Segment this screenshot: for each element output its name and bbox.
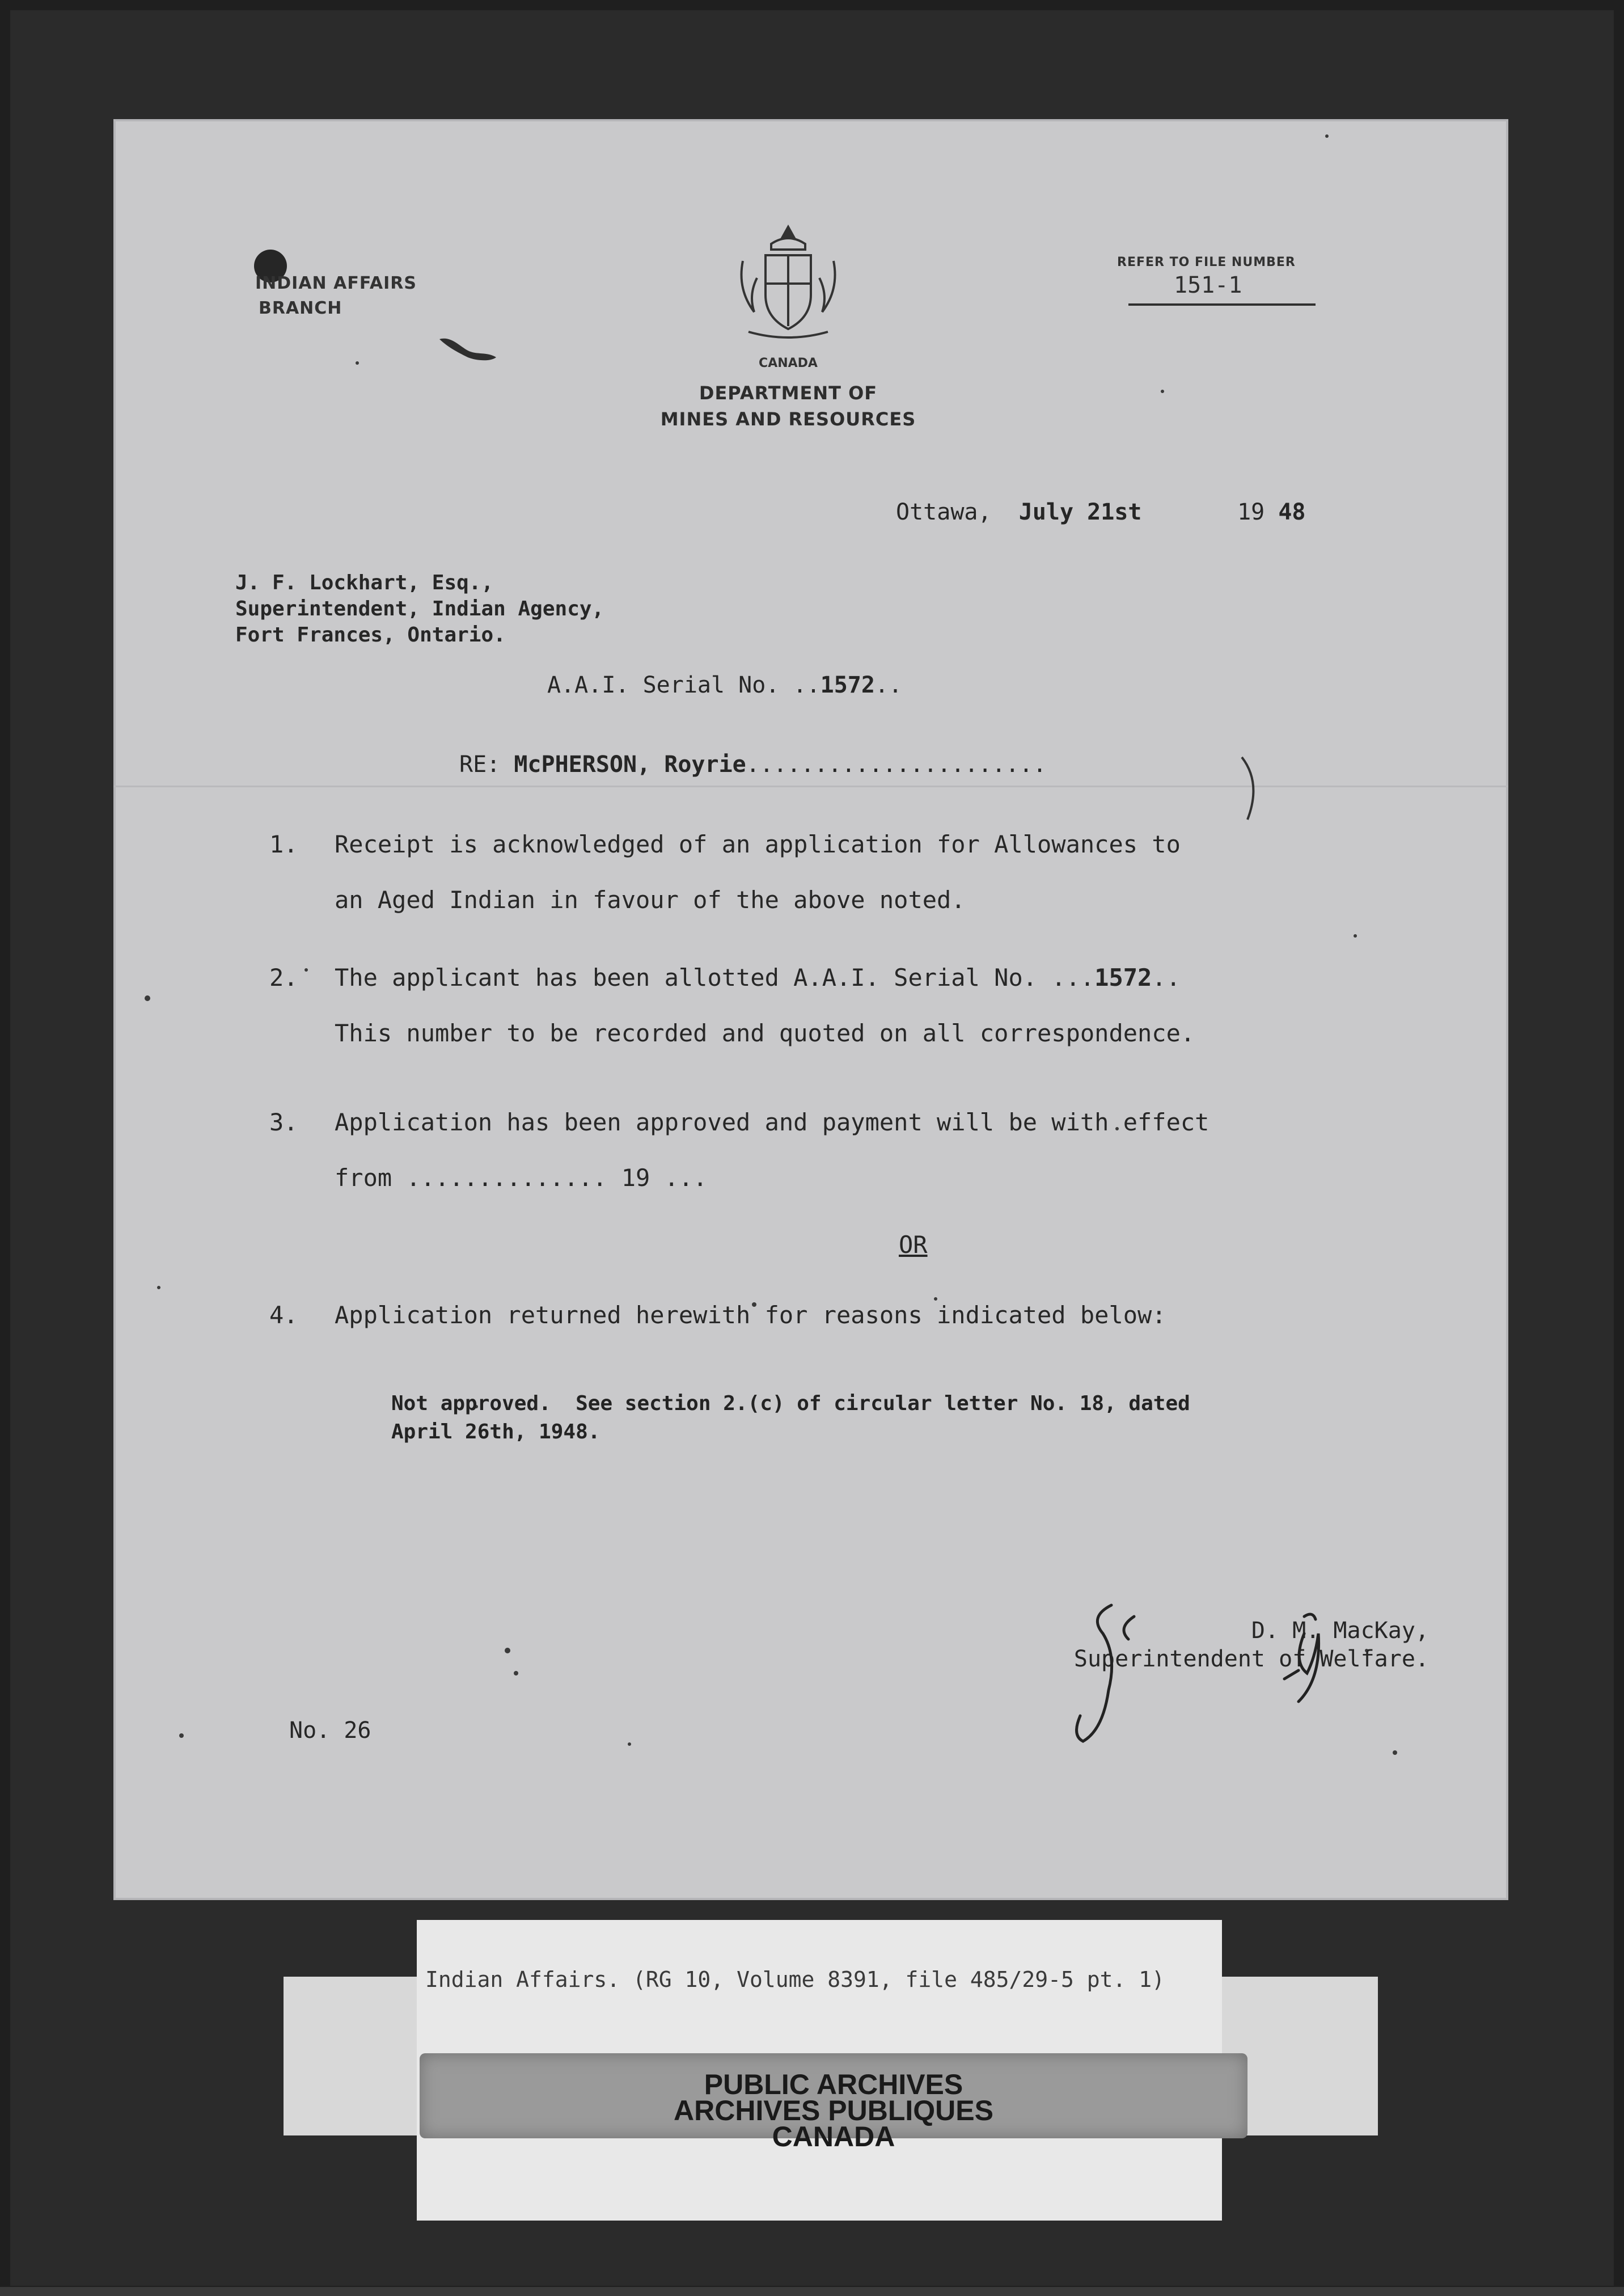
stamp-line-2: ARCHIVES PUBLIQUES bbox=[674, 2095, 993, 2126]
country-label: CANADA bbox=[759, 356, 818, 370]
stamp-line-1: PUBLIC ARCHIVES bbox=[704, 2069, 963, 2100]
paragraph-2-serial: 1572 bbox=[1094, 964, 1152, 991]
paragraph-4 bbox=[269, 1288, 1166, 1343]
paragraph-1-number: 1. bbox=[269, 830, 298, 858]
paragraph-3 bbox=[269, 1095, 1209, 1206]
re-name: McPHERSON, Royrie bbox=[514, 752, 746, 778]
branch-heading bbox=[255, 271, 417, 321]
paragraph-1-line-1: Receipt is acknowledged of an application for Allowances to bbox=[335, 830, 1181, 858]
reason-line-1: Not approved. See section 2.(c) of circular letter No. 18, dated bbox=[391, 1392, 1190, 1415]
serial-label: A.A.I. Serial No. .. bbox=[547, 672, 821, 698]
date-year-suffix: 48 bbox=[1278, 499, 1306, 525]
serial-number-line bbox=[547, 672, 902, 698]
date-year-prefix: 19 bbox=[1237, 499, 1265, 525]
branch-line-1: INDIAN AFFAIRS bbox=[255, 273, 417, 293]
paragraph-2-line-1-pre: The applicant has been allotted A.A.I. Serial No. ... bbox=[335, 964, 1095, 991]
addressee-line-1: J. F. Lockhart, Esq., bbox=[235, 571, 494, 594]
ink-smudge bbox=[437, 335, 499, 363]
department-line-1: DEPARTMENT OF bbox=[699, 382, 878, 404]
addressee-line-2: Superintendent, Indian Agency, bbox=[235, 597, 604, 621]
department-line-2: MINES AND RESOURCES bbox=[660, 408, 916, 430]
paragraph-1 bbox=[269, 817, 1181, 928]
refer-to-file-label: REFER TO FILE NUMBER bbox=[1117, 255, 1296, 269]
paragraph-1-line-2: an Aged Indian in favour of the above noted. bbox=[335, 886, 966, 914]
stamp-line-3: CANADA bbox=[772, 2121, 895, 2152]
paragraph-3-number: 3. bbox=[269, 1108, 298, 1136]
coat-of-arms-icon bbox=[731, 221, 845, 346]
archive-citation: Indian Affairs. (RG 10, Volume 8391, file 485/29-5 pt. 1) bbox=[425, 1967, 1165, 1992]
date-place: Ottawa, bbox=[896, 499, 992, 525]
paragraph-4-number: 4. bbox=[269, 1301, 298, 1329]
date-line bbox=[896, 499, 1306, 525]
paragraph-4-line-1: Application returned herewith for reasons indicated below: bbox=[335, 1301, 1166, 1329]
paragraph-2-line-1-post: .. bbox=[1152, 964, 1181, 991]
file-number: 151-1 bbox=[1174, 272, 1242, 298]
form-number: No. 26 bbox=[289, 1717, 371, 1744]
paragraph-3-line-2: from .............. 19 ... bbox=[335, 1164, 708, 1192]
serial-value: 1572 bbox=[820, 672, 875, 698]
letter-page bbox=[113, 119, 1508, 1900]
paragraph-2-line-2: This number to be recorded and quoted on all correspondence. bbox=[335, 1019, 1195, 1047]
addressee-block bbox=[235, 570, 604, 648]
bottom-edge bbox=[0, 2287, 1624, 2296]
serial-trail: .. bbox=[874, 672, 903, 698]
paragraph-2 bbox=[269, 950, 1195, 1061]
paragraph-2-number: 2. bbox=[269, 964, 298, 991]
signatory-name: D. M. MacKay, bbox=[1251, 1618, 1429, 1644]
paragraph-3-line-1: Application has been approved and payment will be with effect bbox=[335, 1108, 1209, 1136]
tape-left bbox=[284, 1977, 431, 2135]
pencil-bracket-mark bbox=[1236, 754, 1270, 822]
department-name bbox=[624, 380, 953, 432]
signatory-title: Superintendent of Welfare. bbox=[1073, 1646, 1429, 1672]
addressee-line-3: Fort Frances, Ontario. bbox=[235, 623, 506, 647]
branch-line-2: BRANCH bbox=[259, 298, 342, 318]
file-number-underline bbox=[1128, 303, 1316, 306]
re-dots: ...................... bbox=[746, 752, 1047, 778]
or-separator: OR bbox=[899, 1231, 928, 1259]
reason-line-2: April 26th, 1948. bbox=[391, 1420, 600, 1444]
archive-stamp bbox=[567, 2071, 1100, 2150]
handwritten-signature bbox=[1049, 1594, 1344, 1753]
rejection-reason bbox=[391, 1390, 1190, 1446]
re-label: RE: bbox=[459, 752, 501, 778]
date-day: July 21st bbox=[1018, 499, 1142, 525]
subject-line bbox=[459, 752, 1047, 778]
